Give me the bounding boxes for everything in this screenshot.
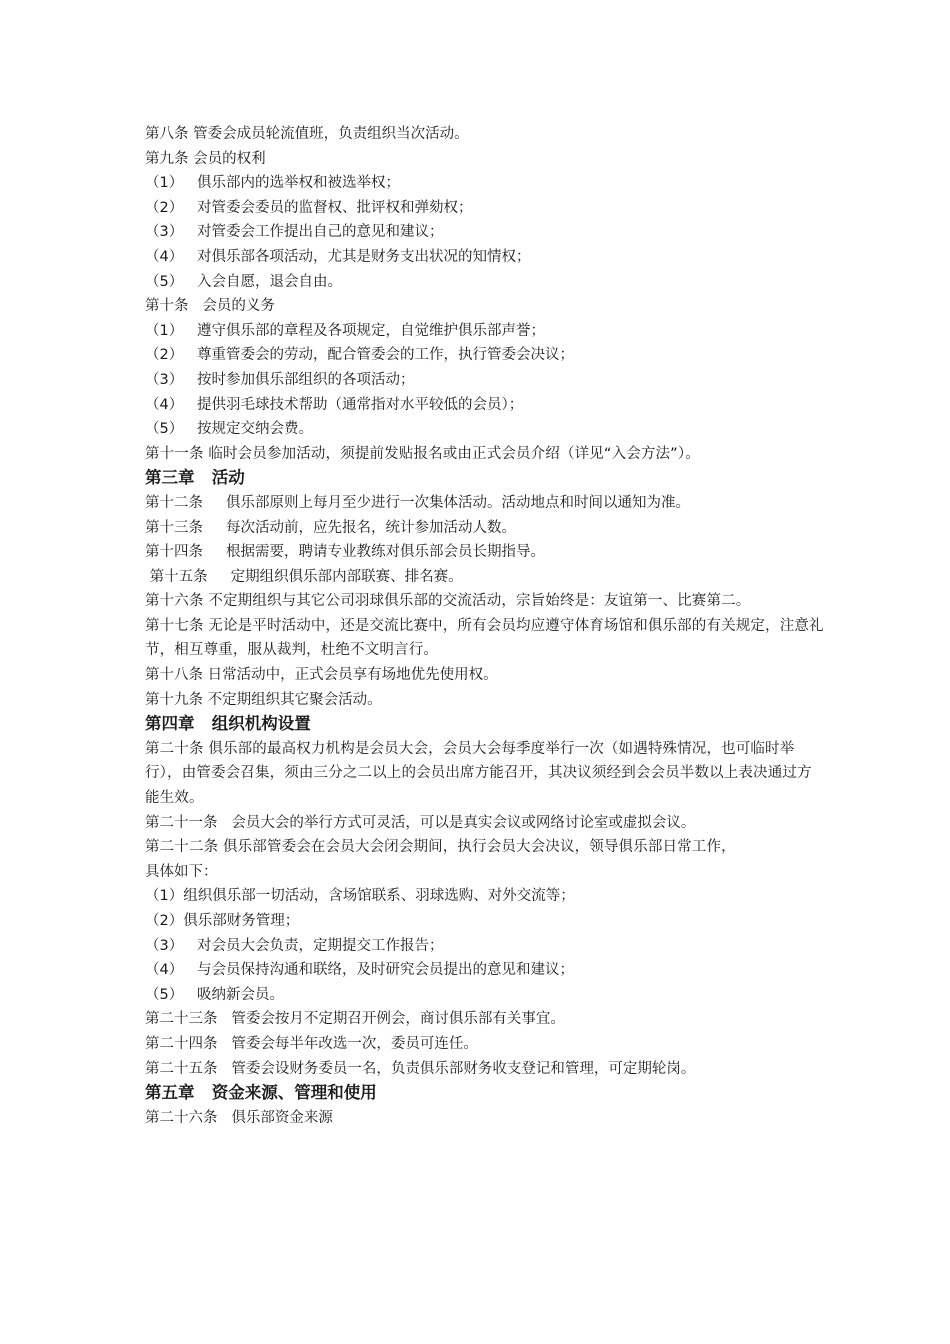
text-line: 第十一条 临时会员参加活动，须提前发贴报名或由正式会员介绍（详见“入会方法”）。 [145, 445, 700, 462]
text-line: （5） 按规定交纳会费。 [145, 421, 314, 438]
text-line: 第二十条 俱乐部的最高权力机构是会员大会，会员大会每季度举行一次（如遇特殊情况，也可临时举行），由管委会召集，须由三分之二以上的会员出席方能召开，其决议须经到会会员半数以上表决通过方能生效。 [145, 740, 812, 807]
chapter-heading: 第三章 活动 [145, 468, 245, 488]
text-line: 第二十四条 管委会每半年改选一次，委员可连任。 [145, 1035, 478, 1052]
text-line: 第十六条 不定期组织与其它公司羽球俱乐部的交流活动，宗旨始终是：友谊第一、比赛第二。 [145, 593, 751, 610]
text-line: 第九条 会员的权利 [145, 150, 266, 167]
text-line: （3） 对管委会工作提出自己的意见和建议； [145, 224, 444, 241]
text-line: （3） 对会员大会负责，定期提交工作报告； [145, 937, 444, 954]
text-line: （4） 与会员保持沟通和联络，及时研究会员提出的意见和建议； [145, 962, 575, 979]
text-line: （1） 遵守俱乐部的章程及各项规定，自觉维护俱乐部声誉； [145, 322, 546, 339]
text-line: （3） 按时参加俱乐部组织的各项活动； [145, 371, 415, 388]
text-line: （2） 尊重管委会的劳动，配合管委会的工作，执行管委会决议； [145, 347, 575, 364]
text-line: 第十四条 根据需要，聘请专业教练对俱乐部会员长期指导。 [145, 544, 546, 561]
text-line: （2）俱乐部财务管理； [145, 913, 300, 929]
text-line: 第十二条 俱乐部原则上每月至少进行一次集体活动。活动地点和时间以通知为准。 [145, 494, 691, 511]
text-line: 第二十三条 管委会按月不定期召开例会，商讨俱乐部有关事宜。 [145, 1011, 565, 1028]
text-line: （4） 对俱乐部各项活动，尤其是财务支出状况的知情权； [145, 248, 531, 265]
text-line: （2） 对管委会委员的监督权、批评权和弹劾权； [145, 199, 473, 216]
text-line: （5） 吸纳新会员。 [145, 986, 285, 1003]
text-line: （1）组织俱乐部一切活动，含场馆联系、羽球选购、对外交流等； [145, 888, 575, 905]
text-line: 第十七条 无论是平时活动中，还是交流比赛中，所有会员均应遵守体育场馆和俱乐部的有关规定，注意礼节，相互尊重，服从裁判，杜绝不文明言行。 [145, 617, 824, 659]
text-line: 第十八条 日常活动中，正式会员享有场地优先使用权。 [145, 667, 498, 684]
text-line: 第十三条 每次活动前，应先报名，统计参加活动人数。 [145, 519, 517, 536]
chapter-heading: 第四章 组织机构设置 [145, 714, 311, 734]
text-line: 第八条 管委会成员轮流值班，负责组织当次活动。 [145, 126, 469, 142]
text-line: 第二十六条 俱乐部资金来源 [145, 1109, 333, 1126]
text-line: 第十九条 不定期组织其它聚会活动。 [145, 691, 382, 708]
chapter-heading: 第五章 资金来源、管理和使用 [145, 1083, 377, 1103]
text-line: （5） 入会自愿，退会自由。 [145, 273, 343, 290]
document-page [145, 122, 825, 1130]
text-line: 第二十一条 会员大会的举行方式可灵活，可以是真实会议或网络讨论室或虚拟会议。 [145, 814, 696, 831]
text-line: （4） 提供羽毛球技术帮助（通常指对水平较低的会员）； [145, 396, 524, 413]
text-line: 具体如下： [145, 863, 218, 880]
text-line: 第十五条 定期组织俱乐部内部联赛、排名赛。 [145, 568, 463, 585]
text-line: （1） 俱乐部内的选举权和被选举权； [145, 175, 401, 192]
text-line: 第十条 会员的义务 [145, 298, 275, 315]
text-line: 第二十五条 管委会设财务委员一名，负责俱乐部财务收支登记和管理，可定期轮岗。 [145, 1060, 696, 1077]
text-line: 第二十二条 俱乐部管委会在会员大会闭会期间，执行会员大会决议，领导俱乐部日常工作， [145, 839, 736, 856]
